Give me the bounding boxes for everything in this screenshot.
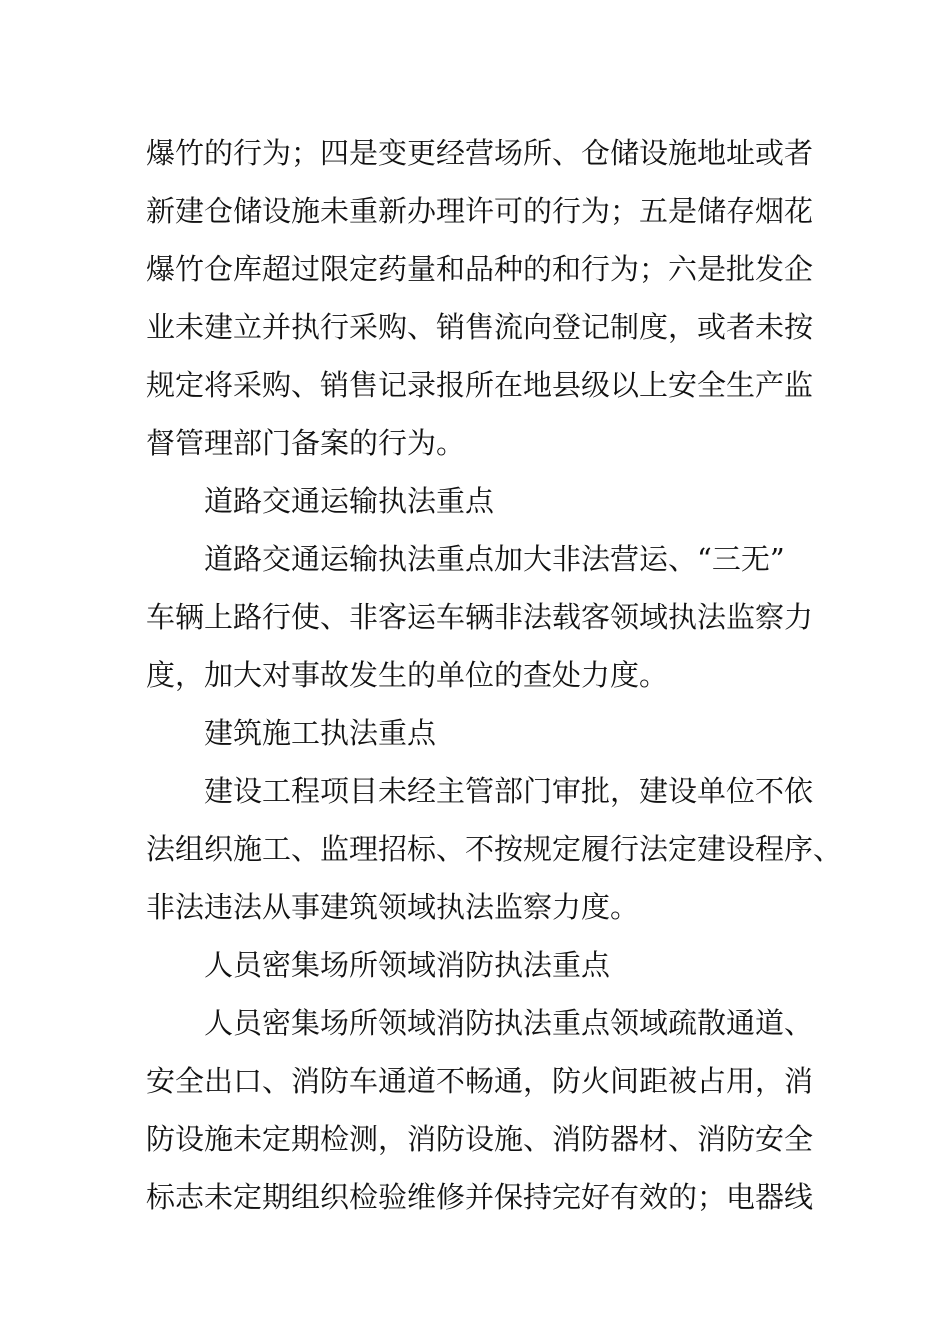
section-heading: 道路交通运输执法重点 — [204, 484, 495, 518]
text-line: 爆竹的行为；四是变更经营场所、仓储设施地址或者 — [146, 136, 814, 170]
body-text — [146, 127, 843, 1229]
section-heading: 人员密集场所领域消防执法重点 — [204, 948, 611, 982]
text-line: 规定将采购、销售记录报所在地县级以上安全生产监 — [146, 368, 814, 402]
text-line: 安全出口、消防车通道不畅通，防火间距被占用，消 — [146, 1064, 814, 1098]
text-line: 度，加大对事故发生的单位的查处力度。 — [146, 658, 669, 692]
text-line: 法组织施工、监理招标、不按规定履行法定建设程序、 — [146, 832, 843, 866]
text-line: 非法违法从事建筑领域执法监察力度。 — [146, 890, 640, 924]
text-line: 爆竹仓库超过限定药量和品种的和行为；六是批发企 — [146, 252, 814, 286]
text-line: 业未建立并执行采购、销售流向登记制度，或者未按 — [146, 310, 814, 344]
text-line: 防设施未定期检测，消防设施、消防器材、消防安全 — [146, 1122, 814, 1156]
text-line: 建设工程项目未经主管部门审批，建设单位不依 — [204, 774, 814, 808]
text-line: 道路交通运输执法重点加大非法营运、“三无” — [204, 542, 785, 576]
text-line: 标志未定期组织检验维修并保持完好有效的；电器线 — [146, 1180, 814, 1214]
text-line: 督管理部门备案的行为。 — [146, 426, 466, 460]
section-heading: 建筑施工执法重点 — [204, 716, 437, 750]
text-line: 人员密集场所领域消防执法重点领域疏散通道、 — [204, 1006, 814, 1040]
text-line: 车辆上路行使、非客运车辆非法载客领域执法监察力 — [146, 600, 814, 634]
text-line: 新建仓储设施未重新办理许可的行为；五是储存烟花 — [146, 194, 814, 228]
